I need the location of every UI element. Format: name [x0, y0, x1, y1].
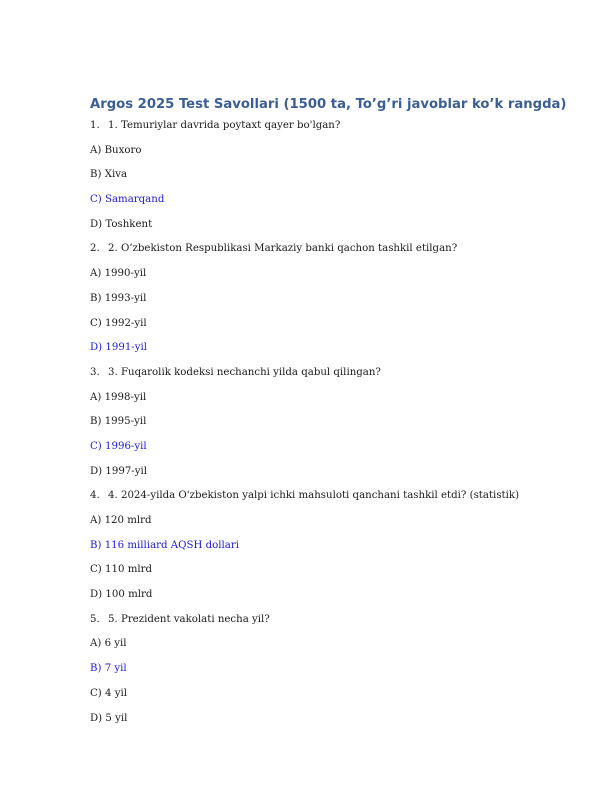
option: A) 6 yil [90, 638, 127, 650]
question-text: 5. Prezident vakolati necha yil? [108, 613, 270, 625]
option: A) 1990-yil [90, 268, 147, 280]
question-1 [90, 119, 560, 132]
document-title: Argos 2025 Test Savollari (1500 ta, To’g’ri javoblar ko’k rangda) [90, 97, 567, 112]
option: D) 1997-yil [90, 465, 148, 477]
question-number: 4. [90, 490, 100, 502]
option: D) Toshkent [90, 218, 153, 230]
option-correct: C) Samarqand [90, 194, 165, 206]
question-4 [90, 489, 560, 502]
option: C) 4 yil [90, 687, 127, 699]
document-page [90, 96, 567, 736]
option-correct: C) 1996-yil [90, 440, 147, 452]
option-correct: B) 116 milliard AQSH dollari [90, 539, 239, 551]
option: C) 1992-yil [90, 317, 147, 329]
option: C) 110 mlrd [90, 564, 153, 576]
question-number: 2. [90, 243, 100, 255]
option: B) 1995-yil [90, 416, 147, 428]
option-correct: D) 1991-yil [90, 342, 148, 354]
option: A) 1998-yil [90, 391, 147, 403]
option: B) 1993-yil [90, 292, 147, 304]
question-number: 1. [90, 120, 100, 131]
question-text: 2. O‘zbekiston Respublikasi Markaziy banki qachon tashkil etilgan? [108, 243, 458, 255]
option: A) Buxoro [90, 144, 142, 156]
question-text: 3. Fuqarolik kodeksi nechanchi yilda qabul qilingan? [108, 366, 381, 378]
option: D) 5 yil [90, 712, 128, 724]
option-correct: B) 7 yil [90, 663, 127, 675]
question-2 [90, 242, 560, 255]
option: B) Xiva [90, 169, 128, 181]
option: A) 120 mlrd [90, 515, 152, 526]
question-text: 1. Temuriylar davrida poytaxt qayer bo'lgan? [108, 120, 341, 131]
question-text: 4. 2024-yilda O'zbekiston yalpi ichki mahsuloti qanchani tashkil etdi? (statistik) [108, 490, 520, 502]
question-number: 3. [90, 366, 100, 378]
question-3 [90, 366, 560, 379]
question-5 [90, 613, 560, 626]
question-number: 5. [90, 613, 100, 625]
option: D) 100 mlrd [90, 589, 153, 601]
